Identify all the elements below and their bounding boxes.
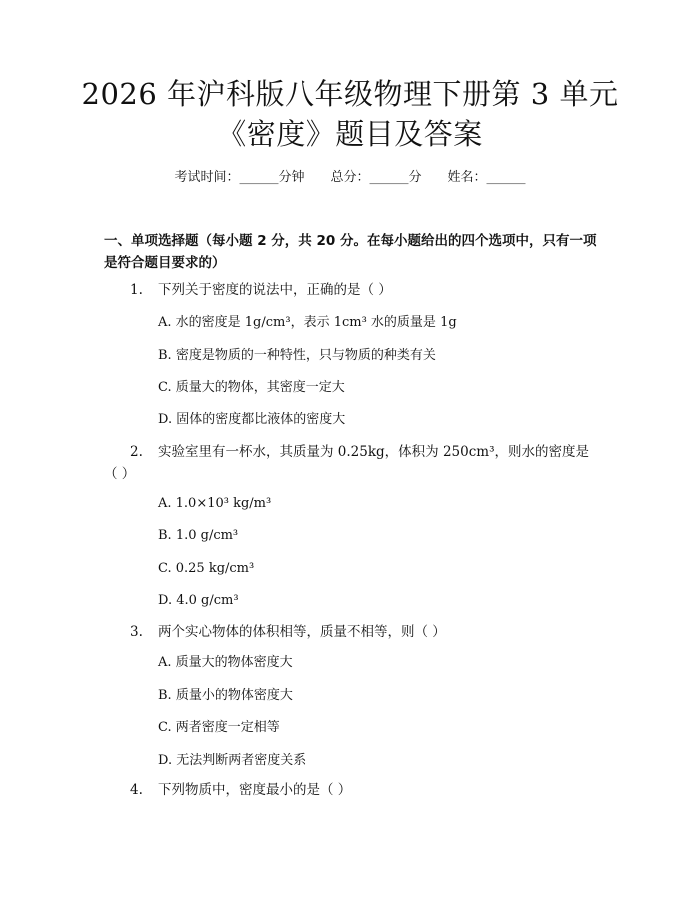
question-text-continued: （ ）	[104, 466, 136, 482]
option-d: D. 固体的密度都比液体的密度大	[158, 412, 346, 427]
option-a: A. 质量大的物体密度大	[158, 655, 293, 670]
option-b: B. 密度是物质的一种特性，只与物质的种类有关	[158, 348, 436, 363]
exam-time-field: 考试时间：______分钟	[174, 170, 305, 185]
question-text: 下列关于密度的说法中，正确的是（ ）	[158, 282, 392, 298]
document-title: 2026 年沪科版八年级物理下册第 3 单元《密度》题目及答案	[81, 77, 619, 151]
student-name-field: 姓名：______	[447, 170, 526, 185]
exam-meta	[0, 168, 700, 188]
question-number: 4.	[130, 782, 143, 798]
question-number: 1.	[130, 282, 143, 298]
question-text: 下列物质中，密度最小的是（ ）	[158, 782, 352, 798]
option-d: D. 无法判断两者密度关系	[158, 753, 307, 768]
question-text: 两个实心物体的体积相等，质量不相等，则（ ）	[158, 624, 446, 640]
question-number: 3.	[130, 624, 143, 640]
section-heading: 一、单项选择题（每小题 2 分，共 20 分。在每小题给出的四个选项中，只有一项是符合题目要求的）	[104, 233, 597, 271]
question-number: 2.	[130, 444, 143, 460]
option-d: D. 4.0 g/cm³	[158, 593, 239, 608]
option-c: C. 质量大的物体，其密度一定大	[158, 380, 345, 395]
total-score-field: 总分：______分	[330, 170, 422, 185]
question-text: 实验室里有一杯水，其质量为 0.25kg，体积为 250cm³，则水的密度是	[158, 444, 590, 460]
option-a: A. 1.0×10³ kg/m³	[158, 496, 272, 511]
option-a: A. 水的密度是 1g/cm³，表示 1cm³ 水的质量是 1g	[158, 315, 457, 330]
option-c: C. 0.25 kg/cm³	[158, 561, 255, 576]
option-b: B. 质量小的物体密度大	[158, 688, 293, 703]
option-b: B. 1.0 g/cm³	[158, 528, 239, 543]
option-c: C. 两者密度一定相等	[158, 720, 280, 735]
